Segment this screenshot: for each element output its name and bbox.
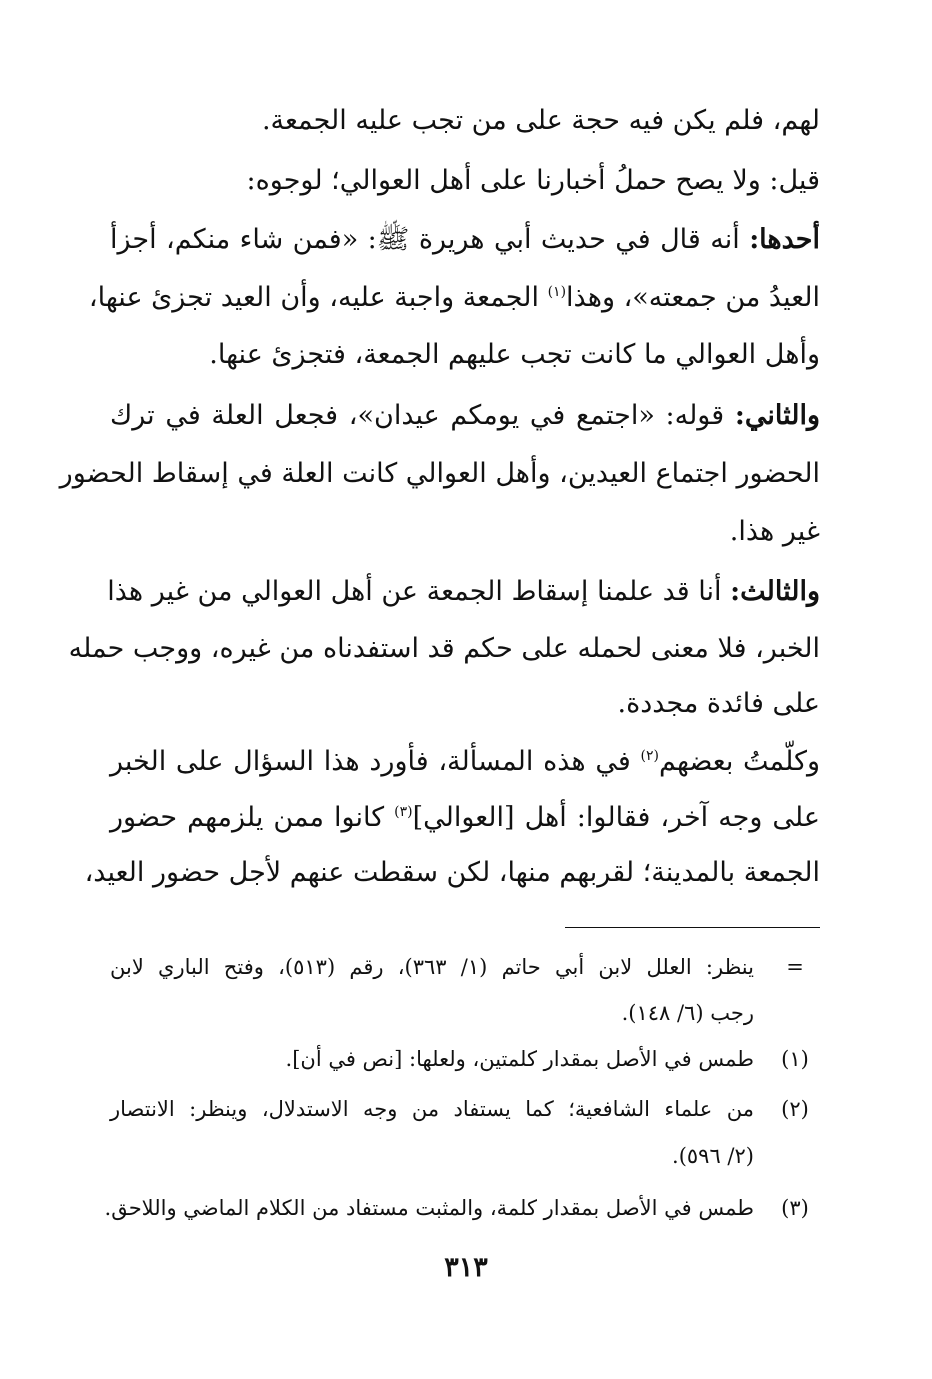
body-line-11: على فائدة مجددة. <box>617 688 820 719</box>
body-line-4: العيدُ من جمعته»، وهذا$^{(١)}$ الجمعة واجبة عليه، وأن العيد تجزئ عنها، <box>88 282 820 313</box>
continuation-marker: = <box>786 955 804 979</box>
point-heading-third: والثالث: <box>730 576 820 607</box>
body-line-14: الجمعة بالمدينة؛ لقربهم منها، لكن سقطت عنهم لأجل حضور العيد، <box>84 857 820 888</box>
footnote-continued-line-2: رجب (٦/ ١٤٨). <box>621 1001 754 1025</box>
body-line-10: الخبر، فلا معنى لحمله على حكم قد استفدناه من غيره، ووجب حمله <box>68 633 820 664</box>
footnote-3: (٣) طمس في الأصل بمقدار كلمة، والمثبت مستفاد من الكلام الماضي واللاحق. <box>110 1193 820 1223</box>
footnote-separator <box>565 927 820 928</box>
footnote-ref-3: (٣) <box>394 804 413 820</box>
body-line-9: والثالث: أنا قد علمنا إسقاط الجمعة عن أهل العوالي من غير هذا <box>107 576 820 607</box>
footnote-1: (١) طمس في الأصل بمقدار كلمتين، ولعلها: [نص في أن]. <box>110 1044 820 1074</box>
body-line-8: غير هذا. <box>729 516 820 547</box>
body-line-1: لهم، فلم يكن فيه حجة على من تجب عليه الجمعة. <box>261 105 820 136</box>
footnote-2-line-2: (٢/ ٥٩٦). <box>672 1144 754 1168</box>
body-line-13: على وجه آخر، فقالوا: أهل [العوالي]$^{(٣)}$ كانوا ممن يلزمهم حضور <box>110 802 820 833</box>
footnote-continued: = ينظر: العلل لابن أبي حاتم (١/ ٣٦٣)، رقم (٥١٣)، وفتح الباري لابن <box>110 952 820 982</box>
body-line-7: الحضور اجتماع العيدين، وأهل العوالي كانت العلة في إسقاط الحضور <box>59 458 820 489</box>
footnote-number-3: (٣) <box>781 1196 809 1220</box>
body-line-6: والثاني: قوله: «اجتمع في يومكم عيدان»، فجعل العلة في ترك <box>110 400 820 431</box>
footnote-number-2: (٢) <box>781 1097 809 1121</box>
page-number: ٣١٣ <box>444 1252 488 1283</box>
footnote-number-1: (١) <box>781 1047 809 1071</box>
body-line-2: قيل: ولا يصح حملُ أخبارنا على أهل العوالي؛ لوجوه: <box>246 165 820 196</box>
footnote-2: (٢) من علماء الشافعية؛ كما يستفاد من وجه الاستدلال، وينظر: الانتصار <box>110 1094 820 1124</box>
point-heading-first: أحدها: <box>749 224 820 255</box>
point-heading-second: والثاني: <box>734 400 820 431</box>
body-line-12: وكلّمتُ بعضهم$^{(٢)}$ في هذه المسألة، فأورد هذا السؤال على الخبر <box>110 746 820 777</box>
body-line-5: وأهل العوالي ما كانت تجب عليهم الجمعة، فتجزئ عنها. <box>209 339 820 370</box>
footnote-ref-2: (٢) <box>640 748 659 764</box>
footnote-ref-1: (١) <box>547 284 567 300</box>
body-line-3: أحدها: أنه قال في حديث أبي هريرة ﷺ: «فمن شاء منكم، أجزأ <box>110 224 820 255</box>
